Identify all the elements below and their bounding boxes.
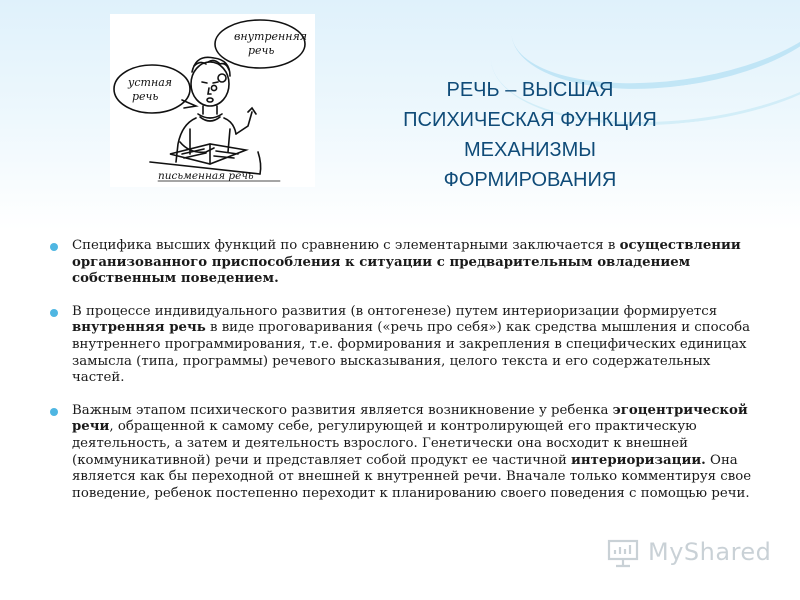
watermark-text: MyShared <box>648 538 772 566</box>
person-writing-illustration <box>110 14 315 187</box>
inner-speech-label-2: речь <box>248 44 275 57</box>
written-speech-caption: письменная речь <box>158 170 254 182</box>
bullet-3-bold-a: эгоцентрической речи <box>72 402 748 435</box>
bullet-3-text-c: Она является как бы переходной от внешней к внутренней речи. Вначале только комментируя свое поведение, ребенок постепенно переходит к планированию своего поведения с помощью речи. <box>72 452 752 501</box>
inner-speech-label-1: внутренняя <box>234 30 308 43</box>
title-line-1: РЕЧЬ – ВЫСШАЯ <box>446 79 614 101</box>
bullet-3-text-b: , обращенной к самому себе, регулирующей и контролирующей его практическую деятельность, а затем и деятельность взрослого. Генетически она восходит к внешней (коммуникативной) речи и представляет собой продукт ее частичной <box>72 419 697 468</box>
bullet-1-text: Специфика высших функций по сравнению с элементарными заключается в <box>72 238 620 253</box>
title-line-2: ПСИХИЧЕСКАЯ ФУНКЦИЯ <box>403 109 657 131</box>
bullet-dot <box>50 243 58 251</box>
watermark <box>606 536 772 572</box>
presentation-board-icon <box>606 538 640 568</box>
title-line-3: МЕХАНИЗМЫ <box>464 139 596 161</box>
bullet-3-bold-b: интериоризации. <box>571 452 706 468</box>
bullet-3-text-a: Важным этапом психического развития является возникновение у ребенка <box>72 402 613 418</box>
bullet-item-2 <box>50 304 765 387</box>
bullet-1-bold: осуществлении организованного приспособления к ситуации с предварительным овладением собственным поведением. <box>72 238 741 287</box>
bullet-list <box>50 238 765 518</box>
bullet-2-text-b: в виде проговаривания («речь про себя») как средства мышления и способа внутреннего программирования, т.е. формирования и закрепления в специфических единицах замысла (типа, программы) речевого высказывания, целого текста и его содержательных частей. <box>72 320 751 386</box>
bullet-2-bold: внутренняя речь <box>72 320 206 336</box>
slide-title <box>380 75 680 195</box>
bullet-item-3 <box>50 403 765 503</box>
oral-speech-bubble <box>114 65 190 113</box>
oral-speech-label-1: устная <box>128 76 173 89</box>
speech-illustration <box>110 14 315 187</box>
oral-speech-label-2: речь <box>132 90 159 103</box>
bullet-dot <box>50 309 58 317</box>
bullet-item-1 <box>50 238 765 288</box>
bullet-2-text-a: В процессе индивидуального развития (в онтогенезе) путем интериоризации формируется <box>72 303 718 319</box>
bullet-dot <box>50 408 58 416</box>
title-line-4: ФОРМИРОВАНИЯ <box>443 169 617 191</box>
